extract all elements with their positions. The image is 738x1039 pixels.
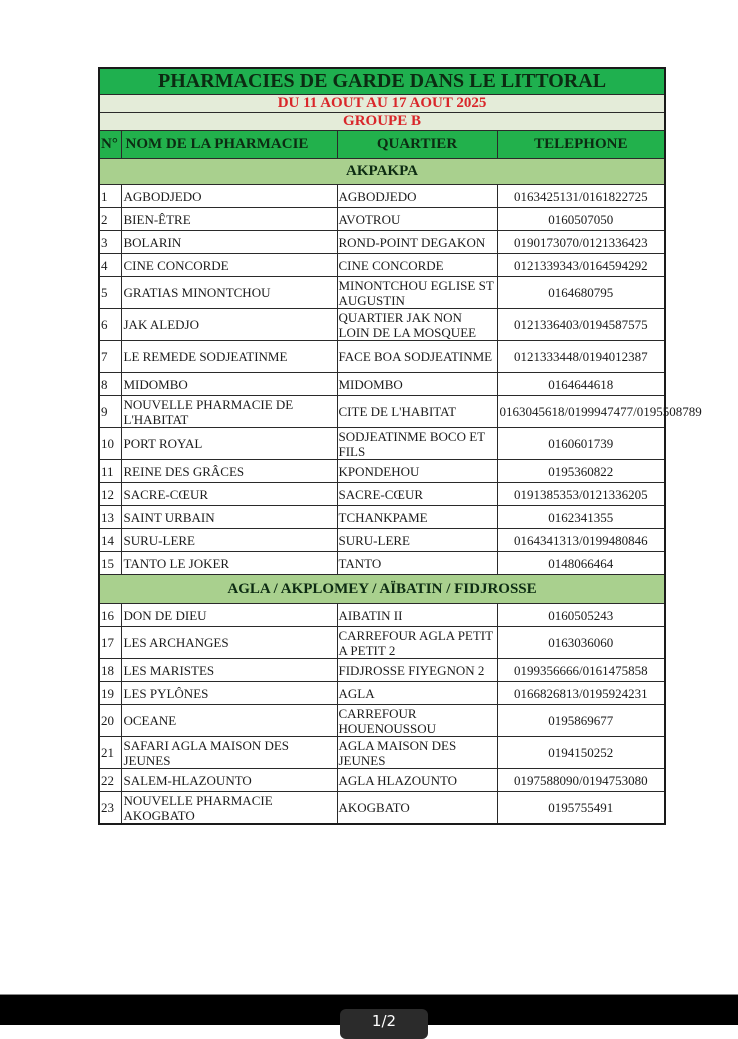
pharmacy-name: AGBODJEDO: [121, 185, 337, 208]
quartier-name: QUARTIER JAK NON LOIN DE LA MOSQUEE: [337, 309, 497, 341]
row-number: 1: [99, 185, 121, 208]
pharmacy-name: LES MARISTES: [121, 659, 337, 682]
row-number: 9: [99, 396, 121, 428]
quartier-name: FACE BOA SODJEATINME: [337, 341, 497, 373]
table-row: [99, 396, 665, 428]
pharmacy-name: SAINT URBAIN: [121, 506, 337, 529]
quartier-name: CARREFOUR AGLA PETIT A PETIT 2: [337, 627, 497, 659]
row-number: 21: [99, 737, 121, 769]
quartier-name: AKOGBATO: [337, 792, 497, 825]
column-header-quartier: QUARTIER: [337, 131, 497, 159]
quartier-name: AGLA: [337, 682, 497, 705]
column-header-telephone: TELEPHONE: [497, 131, 665, 159]
pharmacy-name: SALEM-HLAZOUNTO: [121, 769, 337, 792]
quartier-name: TANTO: [337, 552, 497, 575]
phone-number: 0197588090/0194753080: [497, 769, 665, 792]
quartier-name: KPONDEHOU: [337, 460, 497, 483]
table-row: [99, 604, 665, 627]
quartier-name: CITE DE L'HABITAT: [337, 396, 497, 428]
section-title: AKPAKPA: [99, 159, 665, 185]
row-number: 4: [99, 254, 121, 277]
pharmacy-name: NOUVELLE PHARMACIE AKOGBATO: [121, 792, 337, 825]
table-row: [99, 627, 665, 659]
phone-number: 0148066464: [497, 552, 665, 575]
row-number: 2: [99, 208, 121, 231]
pharmacy-name: SACRE-CŒUR: [121, 483, 337, 506]
section-header-row: [99, 575, 665, 604]
quartier-name: SODJEATINME BOCO ET FILS: [337, 428, 497, 460]
pharmacy-table: [98, 67, 702, 825]
row-number: 16: [99, 604, 121, 627]
phone-number: 0121339343/0164594292: [497, 254, 665, 277]
row-number: 7: [99, 341, 121, 373]
pharmacy-name: LES ARCHANGES: [121, 627, 337, 659]
table-row: [99, 373, 665, 396]
table-row: [99, 705, 665, 737]
phone-number: 0195869677: [497, 705, 665, 737]
quartier-name: FIDJROSSE FIYEGNON 2: [337, 659, 497, 682]
quartier-name: AVOTROU: [337, 208, 497, 231]
row-number: 3: [99, 231, 121, 254]
row-number: 23: [99, 792, 121, 825]
pharmacy-name: JAK ALEDJO: [121, 309, 337, 341]
group-row: [99, 113, 665, 131]
quartier-name: SACRE-CŒUR: [337, 483, 497, 506]
table-row: [99, 341, 665, 373]
table-row: [99, 769, 665, 792]
table-row: [99, 254, 665, 277]
pharmacy-name: OCEANE: [121, 705, 337, 737]
phone-number: 0190173070/0121336423: [497, 231, 665, 254]
row-number: 14: [99, 529, 121, 552]
phone-number: 0162341355: [497, 506, 665, 529]
phone-number: 0164644618: [497, 373, 665, 396]
pharmacy-name: SAFARI AGLA MAISON DES JEUNES: [121, 737, 337, 769]
row-number: 15: [99, 552, 121, 575]
period-row: [99, 95, 665, 113]
column-header-name: NOM DE LA PHARMACIE: [121, 131, 337, 159]
phone-number: 0121336403/0194587575: [497, 309, 665, 341]
table-row: [99, 682, 665, 705]
quartier-name: CINE CONCORDE: [337, 254, 497, 277]
row-number: 8: [99, 373, 121, 396]
section-header-row: [99, 159, 665, 185]
row-number: 11: [99, 460, 121, 483]
pharmacy-name: BOLARIN: [121, 231, 337, 254]
pharmacy-name: MIDOMBO: [121, 373, 337, 396]
pharmacy-name: NOUVELLE PHARMACIE DE L'HABITAT: [121, 396, 337, 428]
section-title: AGLA / AKPLOMEY / AÏBATIN / FIDJROSSE: [99, 575, 665, 604]
table-row: [99, 185, 665, 208]
group-text: GROUPE B: [99, 113, 665, 131]
row-number: 20: [99, 705, 121, 737]
pharmacy-name: SURU-LERE: [121, 529, 337, 552]
table-row: [99, 529, 665, 552]
row-number: 18: [99, 659, 121, 682]
phone-number: 0199356666/0161475858: [497, 659, 665, 682]
table-row: [99, 208, 665, 231]
phone-number: 0160505243: [497, 604, 665, 627]
phone-number: 0195360822: [497, 460, 665, 483]
phone-number: 0121333448/0194012387: [497, 341, 665, 373]
row-number: 5: [99, 277, 121, 309]
table-row: [99, 792, 665, 825]
quartier-name: CARREFOUR HOUENOUSSOU: [337, 705, 497, 737]
page-indicator[interactable]: 1/2: [340, 1009, 428, 1039]
quartier-name: SURU-LERE: [337, 529, 497, 552]
column-header-number: N°: [99, 131, 121, 159]
table-row: [99, 277, 665, 309]
quartier-name: AGLA MAISON DES JEUNES: [337, 737, 497, 769]
viewer-bottom-bar: [0, 994, 738, 1030]
table-row: [99, 428, 665, 460]
pharmacy-name: CINE CONCORDE: [121, 254, 337, 277]
table-row: [99, 231, 665, 254]
phone-number: 0164341313/0199480846: [497, 529, 665, 552]
row-number: 19: [99, 682, 121, 705]
pharmacy-name: LE REMEDE SODJEATINME: [121, 341, 337, 373]
pharmacy-name: REINE DES GRÂCES: [121, 460, 337, 483]
row-number: 10: [99, 428, 121, 460]
table-row: [99, 506, 665, 529]
phone-number: 0163036060: [497, 627, 665, 659]
quartier-name: AGLA HLAZOUNTO: [337, 769, 497, 792]
quartier-name: TCHANKPAME: [337, 506, 497, 529]
row-number: 22: [99, 769, 121, 792]
pharmacy-name: BIEN-ÊTRE: [121, 208, 337, 231]
table-row: [99, 483, 665, 506]
table-row: [99, 552, 665, 575]
period-text: DU 11 AOUT AU 17 AOUT 2025: [99, 95, 665, 113]
phone-number: 0163425131/0161822725: [497, 185, 665, 208]
row-number: 6: [99, 309, 121, 341]
quartier-name: AGBODJEDO: [337, 185, 497, 208]
phone-number: 0163045618/0199947477/0195508789: [497, 396, 665, 428]
quartier-name: MIDOMBO: [337, 373, 497, 396]
table-row: [99, 659, 665, 682]
phone-number: 0160601739: [497, 428, 665, 460]
phone-number: 0160507050: [497, 208, 665, 231]
row-number: 12: [99, 483, 121, 506]
table-row: [99, 460, 665, 483]
quartier-name: ROND-POINT DEGAKON: [337, 231, 497, 254]
pharmacy-name: DON DE DIEU: [121, 604, 337, 627]
table-row: [99, 737, 665, 769]
pharmacy-name: PORT ROYAL: [121, 428, 337, 460]
pharmacy-name: TANTO LE JOKER: [121, 552, 337, 575]
phone-number: 0191385353/0121336205: [497, 483, 665, 506]
row-number: 17: [99, 627, 121, 659]
title-row: [99, 68, 665, 95]
quartier-name: MINONTCHOU EGLISE ST AUGUSTIN: [337, 277, 497, 309]
phone-number: 0164680795: [497, 277, 665, 309]
pharmacy-name: GRATIAS MINONTCHOU: [121, 277, 337, 309]
pharmacy-name: LES PYLÔNES: [121, 682, 337, 705]
phone-number: 0194150252: [497, 737, 665, 769]
row-number: 13: [99, 506, 121, 529]
quartier-name: AIBATIN II: [337, 604, 497, 627]
phone-number: 0166826813/0195924231: [497, 682, 665, 705]
column-header-row: [99, 131, 665, 159]
document-title: PHARMACIES DE GARDE DANS LE LITTORAL: [99, 68, 665, 95]
phone-number: 0195755491: [497, 792, 665, 825]
table-row: [99, 309, 665, 341]
